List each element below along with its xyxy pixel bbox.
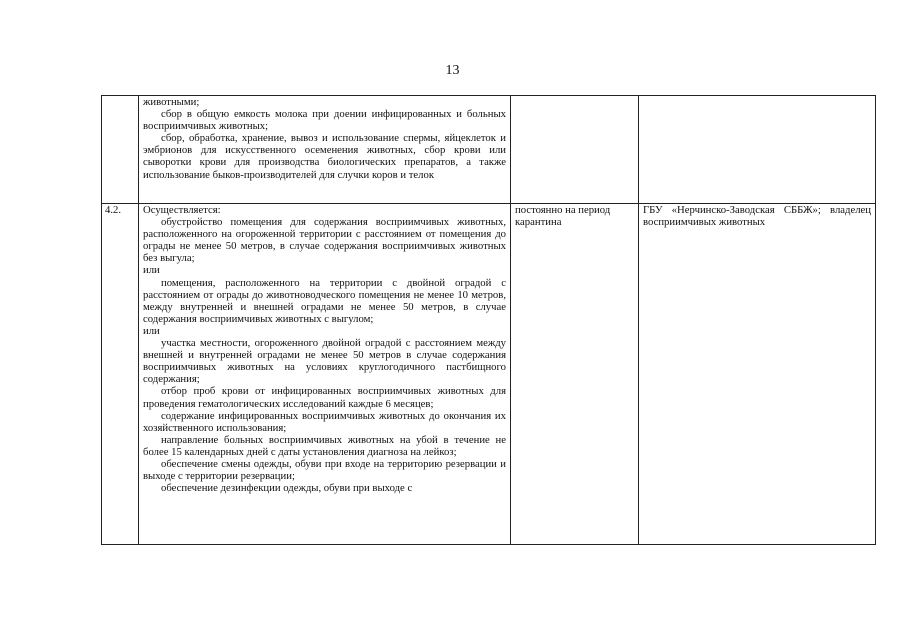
cell-measures — [139, 204, 511, 545]
paragraph: обеспечение смены одежды, обуви при входе на территорию резервации и выходе с территории резервации; — [143, 457, 506, 483]
paragraph: или — [143, 324, 160, 337]
paragraph: животными; — [143, 96, 200, 108]
paragraph: содержание инфицированных восприимчивых животных до окончания их хозяйственного использования; — [143, 409, 506, 434]
paragraph: помещения, расположенного на территории с двойной оградой с расстоянием от ограды до животноводческого помещения не менее 10 метров, между внутренней и внешней оградами не менее 50 метров, в случае содержания восприимчивых животных с выгулом; — [143, 276, 506, 325]
paragraph: отбор проб крови от инфицированных восприимчивых животных для проведения гематологических исследований каждые 6 месяцев; — [143, 385, 506, 410]
cell-period: постоянно на период карантина — [511, 204, 639, 545]
cell-responsible: ГБУ «Нерчинско-Заводская СББЖ»; владелец восприимчивых животных — [639, 204, 876, 545]
paragraph: сбор, обработка, хранение, вывоз и использование спермы, яйцеклеток и эмбрионов для искусственного осеменения животных, сбор крови или сыворотки крови для производства биологических препаратов, а также использование быков-производителей для случки коров и телок — [143, 132, 506, 181]
paragraph: сбор в общую емкость молока при доении инфицированных и больных восприимчивых животных; — [143, 108, 506, 133]
measures-table — [101, 95, 876, 545]
cell-period-empty — [511, 96, 639, 204]
cell-number-empty — [102, 96, 139, 204]
paragraph: направление больных восприимчивых животных на убой в течение не более 15 календарных дней с даты установления диагноза на лейкоз; — [143, 433, 506, 458]
paragraph: Осуществляется: — [143, 204, 221, 216]
paragraph: обеспечение дезинфекции одежды, обуви при выходе с — [161, 482, 413, 495]
cell-responsible-empty — [639, 96, 876, 204]
paragraph: или — [143, 264, 160, 277]
paragraph: обустройство помещения для содержания восприимчивых животных, расположенного на огороженной территории с расстоянием от помещения до ограды не менее 50 метров, в случае содержания восприимчивых животных без выгула; — [143, 216, 506, 265]
page-number: 13 — [445, 63, 460, 78]
table-row-continued — [102, 96, 876, 204]
paragraph: участка местности, огороженного двойной оградой с расстоянием между внешней и внутренней оградами не менее 50 метров в случае содержания восприимчивых животных на условиях круглогодичного пастбищного содержания; — [143, 337, 506, 386]
cell-measures-continued — [139, 96, 511, 204]
table-row-4-2 — [102, 204, 876, 545]
cell-row-number: 4.2. — [102, 204, 139, 545]
